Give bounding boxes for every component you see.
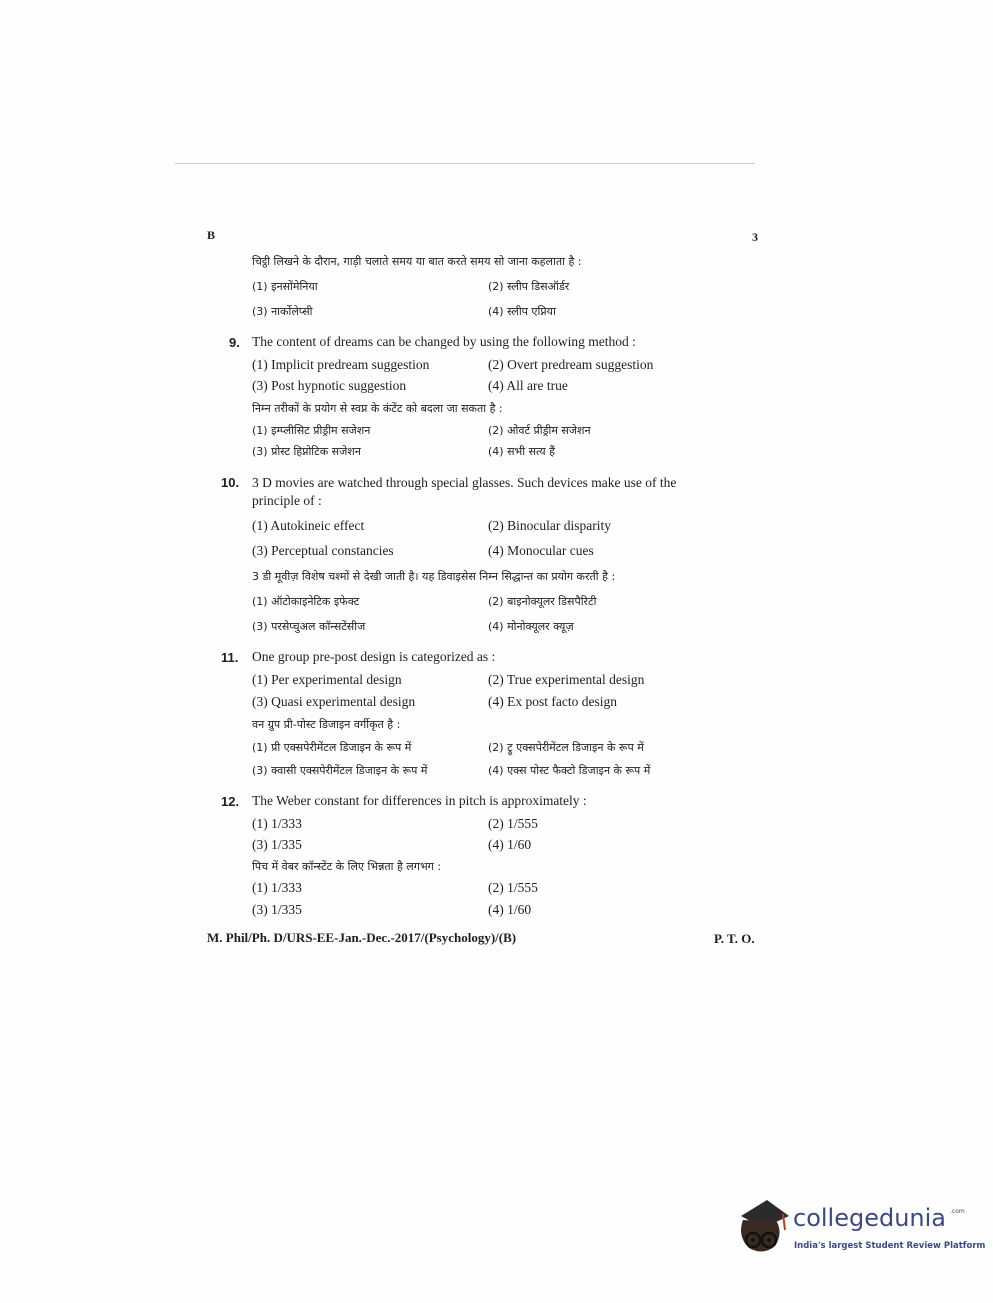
q12-option-3: (3) 1/335	[252, 837, 302, 852]
q10-number: 10.	[221, 475, 240, 490]
q9-option-2: (2) Overt predream suggestion	[488, 357, 654, 372]
q9-hindi-option-4: (4) सभी सत्य हैं	[488, 445, 555, 458]
q11-hindi-option-1: (1) प्री एक्सपेरीमेंटल डिजाइन के रूप में	[252, 741, 412, 754]
q12-hindi-option-2: (2) 1/555	[488, 880, 538, 895]
q9-stem: The content of dreams can be changed by using the following method :	[252, 334, 636, 349]
logo-wordmark: collegedunia	[793, 1204, 947, 1232]
q8-hindi-stem: चिट्ठी लिखने के दौरान, गाड़ी चलाते समय या बात करते समय सो जाना कहलाता है :	[252, 255, 582, 268]
pto-label: P. T. O.	[714, 931, 755, 946]
q12-number: 12.	[221, 794, 240, 809]
collegedunia-logo	[733, 1196, 986, 1266]
q10-hindi-option-3: (3) परसेप्चुअल कॉन्सटेंसीज	[252, 620, 366, 633]
q10-stem-line1: 3 D movies are watched through special glasses. Such devices make use of the	[252, 475, 677, 490]
logo-suffix: .com	[950, 1208, 965, 1215]
paper-code: M. Phil/Ph. D/URS-EE-Jan.-Dec.-2017/(Psychology)/(B)	[207, 930, 517, 945]
q11-stem: One group pre-post design is categorized as :	[252, 649, 496, 664]
q12-hindi-option-4: (4) 1/60	[488, 902, 532, 917]
q9-option-4: (4) All are true	[488, 378, 568, 393]
q9-option-3: (3) Post hypnotic suggestion	[252, 378, 407, 393]
q8-hindi-option-2: (2) स्लीप डिसऑर्डर	[488, 280, 570, 293]
q9-hindi-option-3: (3) प्रोस्ट हिप्नोटिक सजेशन	[252, 445, 361, 458]
q10-option-1: (1) Autokineic effect	[252, 518, 365, 533]
q10-hindi-option-4: (4) मोनोक्यूलर क्यूज़	[488, 620, 574, 633]
q10-option-2: (2) Binocular disparity	[488, 518, 611, 533]
q9-hindi-option-2: (2) ओवर्ट प्रीड्रीम सजेशन	[488, 424, 591, 437]
q10-option-3: (3) Perceptual constancies	[252, 543, 394, 558]
q8-hindi-option-3: (3) नार्कोलेप्सी	[252, 305, 313, 318]
q11-option-1: (1) Per experimental design	[252, 672, 402, 687]
q11-option-4: (4) Ex post facto design	[488, 694, 617, 709]
q10-stem-line2: principle of :	[252, 493, 322, 508]
q12-option-1: (1) 1/333	[252, 816, 302, 831]
q8-hindi-option-4: (4) स्लीप एप्निया	[488, 305, 556, 318]
q12-option-2: (2) 1/555	[488, 816, 538, 831]
q12-hindi-option-1: (1) 1/333	[252, 880, 302, 895]
q11-hindi-option-2: (2) ट्रू एक्सपेरीमेंटल डिजाइन के रूप में	[488, 741, 644, 754]
q9-number: 9.	[229, 335, 240, 350]
q12-hindi-option-3: (3) 1/335	[252, 902, 302, 917]
q12-stem: The Weber constant for differences in pitch is approximately :	[252, 793, 587, 808]
q10-option-4: (4) Monocular cues	[488, 543, 594, 558]
set-label: B	[207, 228, 216, 242]
top-rule	[175, 163, 755, 164]
q11-option-3: (3) Quasi experimental design	[252, 694, 416, 709]
q10-hindi-option-1: (1) ऑटोकाइनेटिक इफेक्ट	[252, 595, 360, 608]
q12-option-4: (4) 1/60	[488, 837, 532, 852]
q11-hindi-stem: वन ग्रुप प्री-पोस्ट डिजाइन वर्गीकृत है :	[252, 718, 401, 731]
q10-hindi-option-2: (2) बाइनोक्यूलर डिसपैरिटी	[488, 595, 597, 608]
q11-hindi-option-4: (4) एक्स पोस्ट फैक्टो डिजाइन के रूप में	[488, 764, 651, 777]
q8-hindi-option-1: (1) इनसोंमेनिया	[252, 280, 318, 293]
mascot-icon	[733, 1196, 793, 1256]
q9-hindi-stem: निम्न तरीकों के प्रयोग से स्वप्न के कंटेंट को बदला जा सकता है :	[252, 402, 503, 415]
q11-option-2: (2) True experimental design	[488, 672, 645, 687]
page-number: 3	[752, 230, 758, 244]
q9-option-1: (1) Implicit predream suggestion	[252, 357, 430, 372]
q9-hindi-option-1: (1) इम्प्लीसिट प्रीड्रीम सजेशन	[252, 424, 371, 437]
logo-tagline: India's largest Student Review Platform	[794, 1241, 986, 1251]
q12-hindi-stem: पिच में वेबर कॉन्स्टेंट के लिए भिन्नता है लगभग :	[252, 860, 442, 873]
q11-number: 11.	[221, 650, 239, 665]
q10-hindi-stem: 3 डी मूवीज़ विशेष चश्मों से देखी जाती है। यह डिवाइसेस निम्न सिद्धान्त का प्रयोग करती है :	[252, 570, 616, 583]
q11-hindi-option-3: (3) क्वासी एक्सपेरीमेंटल डिजाइन के रूप में	[252, 764, 428, 777]
